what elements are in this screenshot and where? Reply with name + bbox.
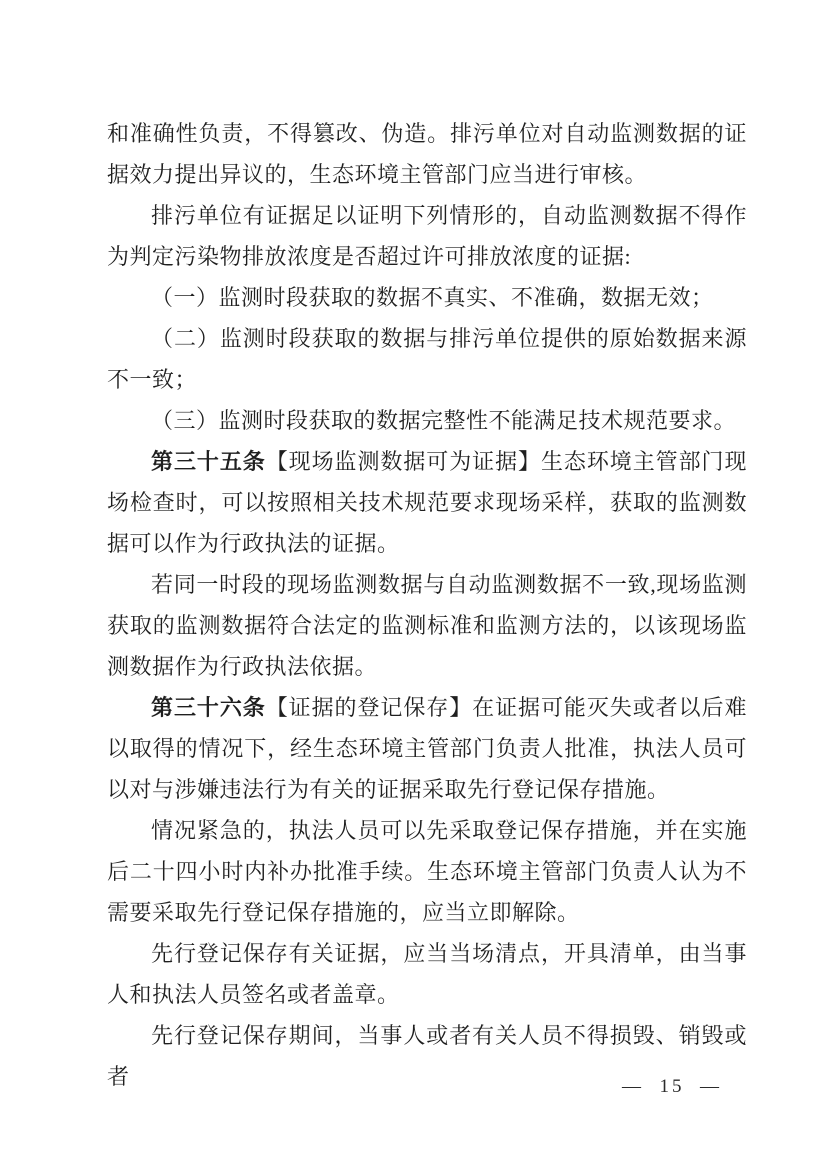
paragraph-text: 先行登记保存期间，当事人或者有关人员不得损毁、销毁或者 (107, 1023, 747, 1089)
list-item-1 (107, 277, 747, 318)
paragraph-text: （一）监测时段获取的数据不真实、不准确，数据无效； (151, 285, 714, 310)
page-number: — 15 — (622, 1076, 722, 1097)
list-item-3 (107, 400, 747, 441)
paragraph-text: 若同一时段的现场监测数据与自动监测数据不一致,现场监测获取的监测数据符合法定的监测标准和监测方法的，以该现场监测数据作为行政执法依据。 (107, 572, 747, 679)
paragraph-text: 和准确性负责，不得篡改、伪造。排污单位对自动监测数据的证据效力提出异议的，生态环境主管部门应当进行审核。 (107, 121, 747, 187)
article-36-body: 【证据的登记保存】在证据可能灭失或者以后难以取得的情况下，经生态环境主管部门负责人批准，执法人员可以对与涉嫌违法行为有关的证据采取先行登记保存措施。 (107, 695, 747, 802)
article-36-number: 第三十六条 (151, 695, 266, 720)
document-body (107, 113, 747, 1097)
paragraph-text: （三）监测时段获取的数据完整性不能满足技术规范要求。 (151, 408, 737, 433)
paragraph-continued-from-previous-page (107, 113, 747, 195)
paragraph-text: 排污单位有证据足以证明下列情形的，自动监测数据不得作为判定污染物排放浓度是否超过许可排放浓度的证据: (107, 203, 747, 269)
paragraph-text: （二）监测时段获取的数据与排污单位提供的原始数据来源不一致； (107, 326, 747, 392)
paragraph-text: 情况紧急的，执法人员可以先采取登记保存措施，并在实施后二十四小时内补办批准手续。生态环境主管部门负责人认为不需要采取先行登记保存措施的，应当立即解除。 (107, 818, 747, 925)
article-36 (107, 687, 747, 810)
list-item-2 (107, 318, 747, 400)
paragraph-evidence-exclusion-intro (107, 195, 747, 277)
paragraph-onsite-vs-auto-data (107, 564, 747, 687)
article-35-body: 【现场监测数据可为证据】生态环境主管部门现场检查时，可以按照相关技术规范要求现场采样，获取的监测数据可以作为行政执法的证据。 (107, 449, 747, 556)
paragraph-inventory-signature (107, 933, 747, 1015)
paragraph-text: 先行登记保存有关证据，应当当场清点，开具清单，由当事人和执法人员签名或者盖章。 (107, 941, 747, 1007)
paragraph-urgent-registration (107, 810, 747, 933)
article-35-number: 第三十五条 (151, 449, 266, 474)
article-35 (107, 441, 747, 564)
